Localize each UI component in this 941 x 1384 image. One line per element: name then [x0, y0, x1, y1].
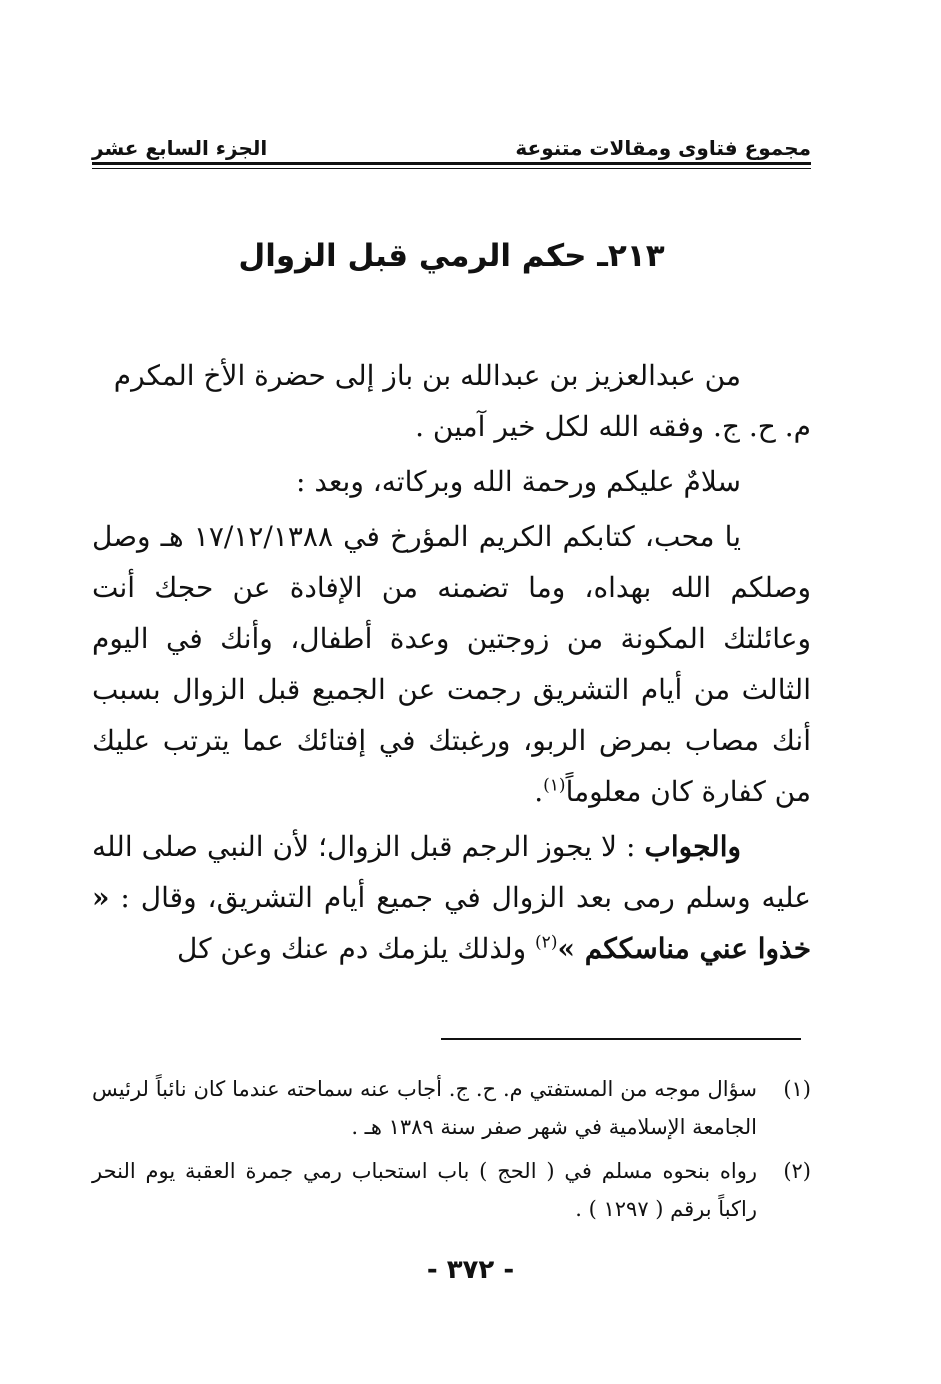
answer-text-2: ولذلك يلزمك دم عنك وعن كل	[177, 932, 536, 965]
hadith-quote: « خذوا عني مناسككم »	[92, 881, 811, 965]
page-number: - ٣٧٢ -	[426, 1255, 515, 1285]
footnote-text: رواه بنحوه مسلم في ( الحج ) باب استحباب رمي جمرة العقبة يوم النحر راكباً برقم ( ١٢٩٧ ) .	[92, 1159, 757, 1221]
question-text: يا محب، كتابكم الكريم المؤرخ في ١٧/١٢/١٣٨٨ هـ وصل وصلكم الله بهداه، وما تضمنه من الإفادة عن حجك أنت وعائلتك المكونة من زوجتين وعدة أطفال، وأنك في اليوم الثالث من أيام التشريق رجمت عن الجميع قبل الزوال بسبب أنك مصاب بمرض الربو، ورغبتك في إفتائك عما يترتب عليك من كفارة كان معلوماً	[92, 520, 811, 808]
answer-label: والجواب	[644, 830, 741, 863]
opening-line	[92, 350, 811, 452]
sender-line: من عبدالعزيز بن عبدالله بن باز إلى حضرة الأخ المكرم	[113, 359, 741, 392]
footnote-ref-2: (٢)	[535, 932, 558, 953]
footnote-number: (٢)	[783, 1159, 811, 1183]
answer-text-1: : لا يجوز الرجم قبل الزوال؛ لأن النبي صلى الله عليه وسلم رمى بعد الزوال في جميع أيام التشريق، وقال :	[92, 830, 811, 914]
footnote-text: سؤال موجه من المستفتي م. ح. ج. أجاب عنه سماحته عندما كان نائباً لرئيس الجامعة الإسلامية في شهر صفر سنة ١٣٨٩ هـ .	[92, 1077, 757, 1139]
header-double-rule	[92, 162, 811, 169]
footnote-separator	[441, 1038, 801, 1040]
question-paragraph	[92, 511, 811, 817]
book-title: مجموع فتاوى ومقالات متنوعة	[515, 136, 811, 160]
answer-paragraph	[92, 821, 811, 974]
question-end: .	[534, 775, 544, 808]
footnotes	[92, 1070, 811, 1234]
footnote-1	[92, 1070, 811, 1146]
fatwa-body	[92, 350, 811, 978]
fatwa-title: ٢١٣ـ حكم الرمي قبل الزوال	[238, 238, 665, 274]
volume-label: الجزء السابع عشر	[92, 136, 268, 160]
greeting: سلامٌ عليكم ورحمة الله وبركاته، وبعد :	[296, 465, 741, 498]
footnote-2	[92, 1152, 811, 1228]
recipient-line: م. ح. ج. وفقه الله لكل خير آمين .	[415, 410, 811, 443]
footnote-number: (١)	[783, 1077, 811, 1101]
footnote-ref-1: (١)	[543, 775, 566, 796]
running-header	[92, 118, 811, 158]
